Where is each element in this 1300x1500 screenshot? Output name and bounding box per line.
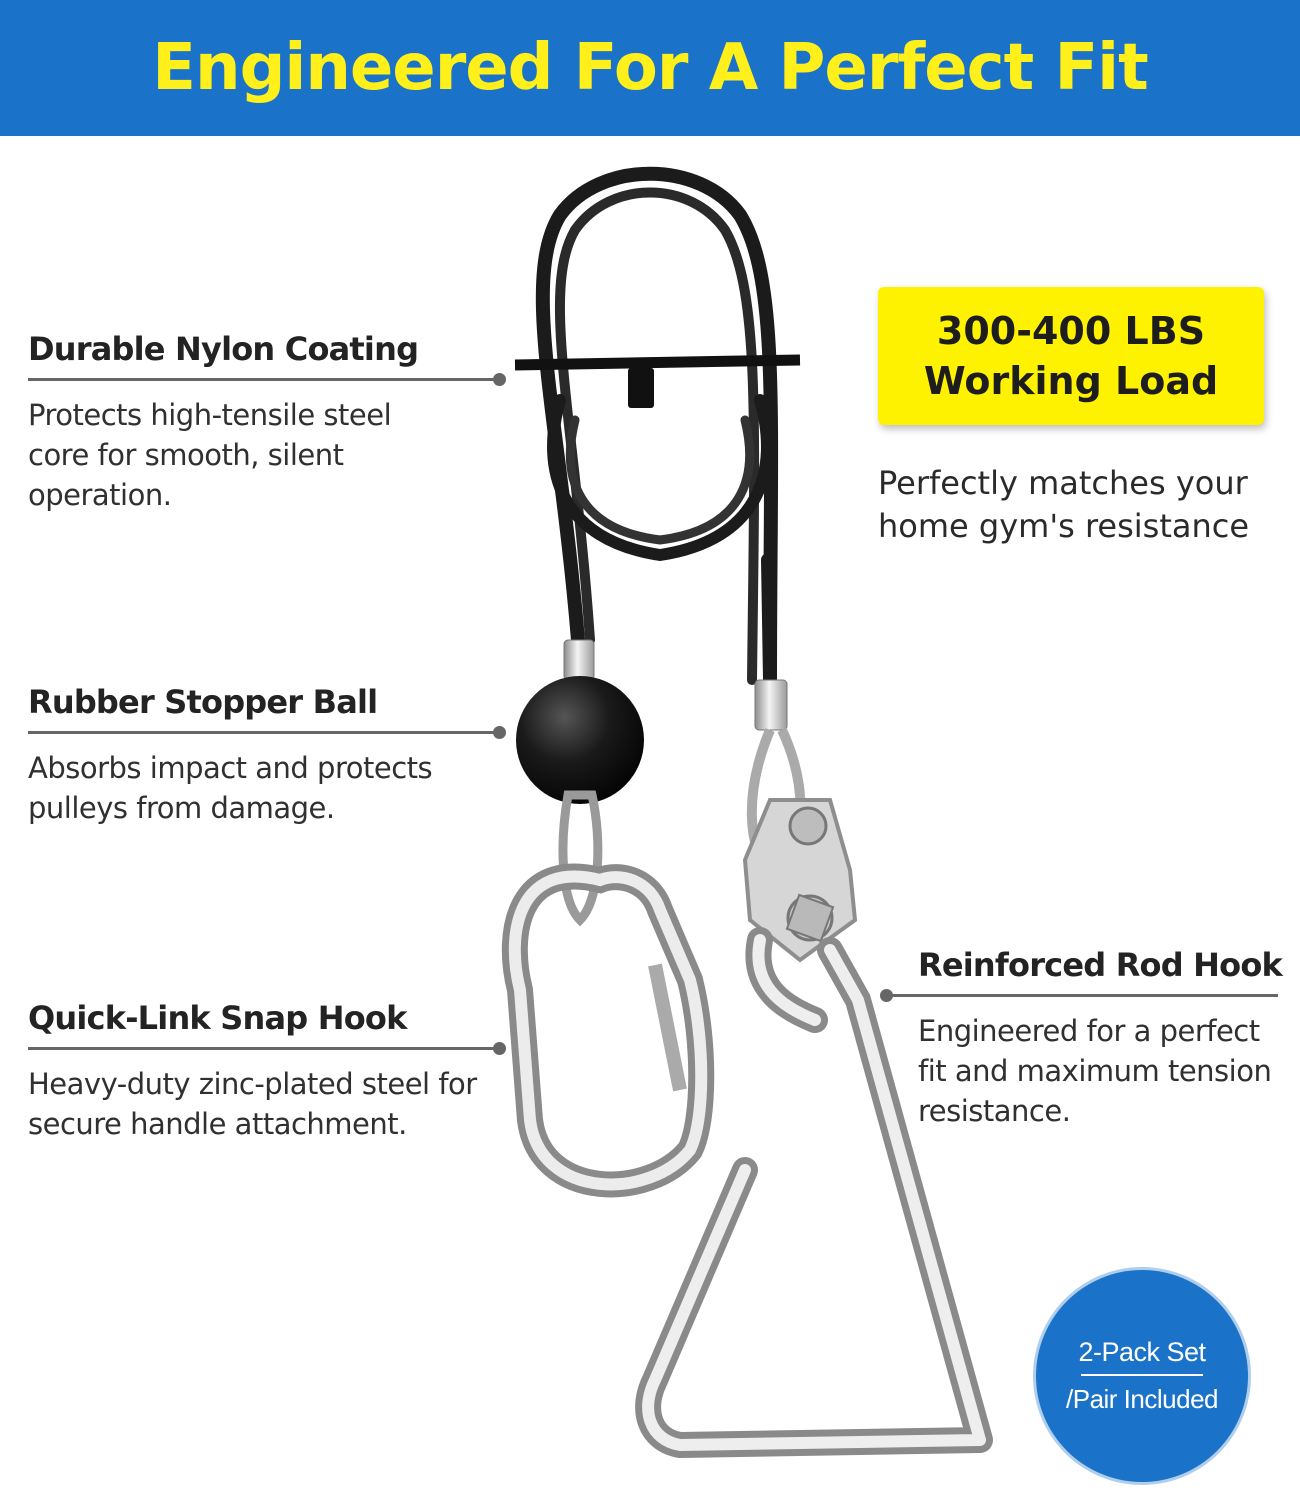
callout-line xyxy=(28,1047,498,1050)
feature-nylon-coating xyxy=(28,330,498,515)
working-load-box xyxy=(878,287,1264,425)
feature-stopper-ball xyxy=(28,683,498,828)
feature-title: Rubber Stopper Ball xyxy=(28,683,378,721)
callout-line xyxy=(888,994,1278,997)
snap-hook xyxy=(515,877,701,1185)
compatibility-text: Perfectly matches your home gym's resistance xyxy=(878,464,1250,545)
nylon-cable xyxy=(543,174,771,680)
callout-dot xyxy=(493,1042,506,1055)
feature-description: Protects high-tensile steel core for smooth, silent operation. xyxy=(28,398,392,512)
feature-title: Reinforced Rod Hook xyxy=(918,946,1283,984)
badge-line-2: /Pair Included xyxy=(1066,1384,1218,1414)
callout-line xyxy=(28,378,498,381)
load-rating: 300-400 LBS xyxy=(936,309,1206,353)
page-title: Engineered For A Perfect Fit xyxy=(152,31,1148,105)
feature-title: Durable Nylon Coating xyxy=(28,330,419,368)
feature-description: Absorbs impact and protects pulleys from damage. xyxy=(28,751,433,825)
pack-badge xyxy=(1036,1270,1248,1482)
swivel-bracket xyxy=(745,800,855,960)
feature-title: Quick-Link Snap Hook xyxy=(28,999,407,1037)
feature-description: Heavy-duty zinc-plated steel for secure handle attachment. xyxy=(28,1067,477,1141)
feature-snap-hook xyxy=(28,999,498,1144)
cable-tie xyxy=(515,360,800,408)
badge-line-1: 2-Pack Set xyxy=(1078,1337,1206,1367)
stopper-ball xyxy=(516,676,644,804)
callout-dot xyxy=(880,989,893,1002)
feature-rod-hook xyxy=(888,946,1283,1131)
header-banner xyxy=(0,0,1300,136)
callout-line xyxy=(28,731,498,734)
callout-dot xyxy=(493,726,506,739)
callout-dot xyxy=(493,373,506,386)
load-label: Working Load xyxy=(923,359,1219,403)
badge-divider xyxy=(1081,1374,1203,1376)
feature-description: Engineered for a perfect fit and maximum tension resistance. xyxy=(918,1014,1272,1128)
